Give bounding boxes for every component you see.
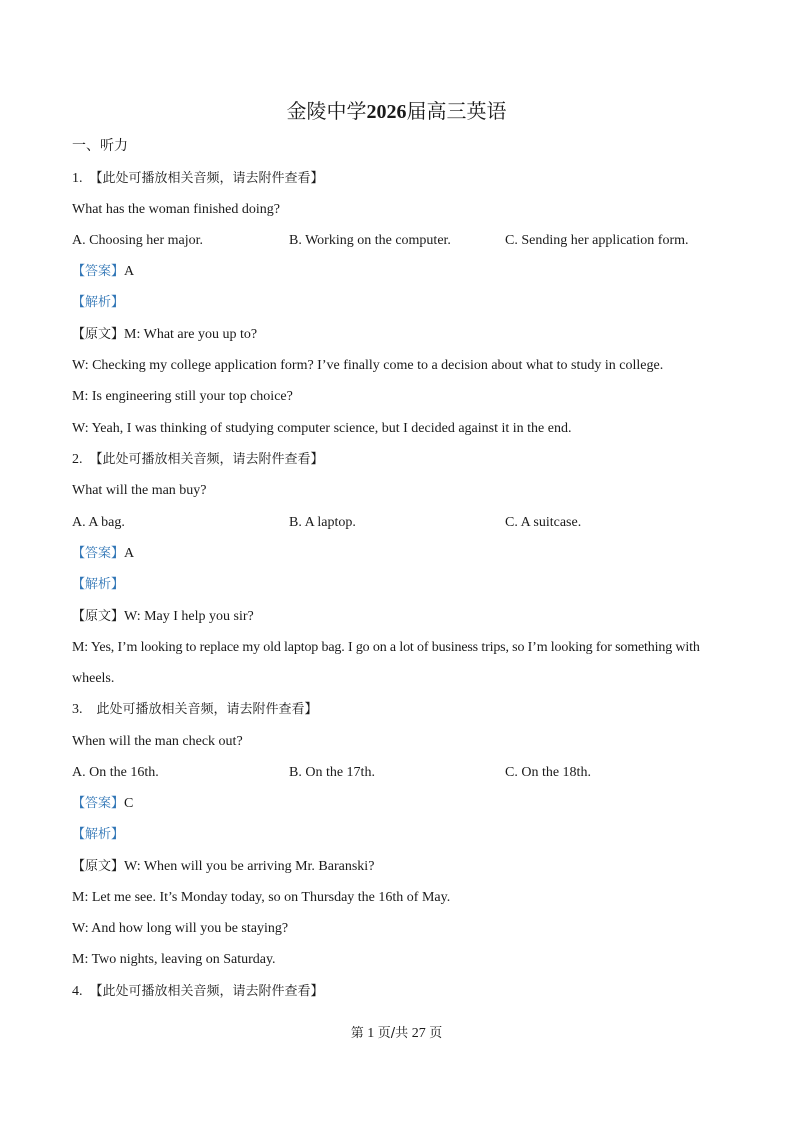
question-number: 4. — [72, 984, 83, 999]
audio-note[interactable]: 此处可播放相关音频，请去附件查看】 — [96, 702, 318, 717]
transcript-text: W: When will you be arriving Mr. Baranski? — [124, 859, 375, 874]
question-number: 2. — [72, 452, 83, 467]
q1-option-c: C. Sending her application form. — [505, 233, 689, 248]
question-3-header — [72, 700, 318, 720]
answer-value: A — [124, 264, 135, 279]
footer-mid: 页/共 — [377, 1026, 409, 1041]
audio-note[interactable]: 【此处可播放相关音频，请去附件查看】 — [89, 171, 324, 186]
question-number: 3. — [72, 702, 83, 717]
q3-transcript-line: M: Let me see. It’s Monday today, so on Thursday the 16th of May. — [72, 890, 451, 905]
question-1-header — [72, 169, 324, 189]
q1-transcript-line — [72, 325, 257, 345]
audio-note[interactable]: 【此处可播放相关音频，请去附件查看】 — [89, 984, 324, 999]
section-heading: 一、听力 — [72, 138, 128, 154]
q2-option-b: B. A laptop. — [289, 515, 356, 530]
q2-transcript-line: M: Yes, I’m looking to replace my old laptop bag. I go on a lot of business trips, so I’m looking for something with — [72, 640, 700, 655]
q2-transcript-line: wheels. — [72, 671, 115, 686]
q1-transcript-line: W: Checking my college application form? I’ve finally come to a decision about what to study in college. — [72, 358, 664, 373]
q3-transcript-line: M: Two nights, leaving on Saturday. — [72, 952, 276, 967]
page-footer — [0, 1024, 793, 1044]
answer-label: 【答案】 — [72, 546, 125, 561]
transcript-label: 【原文】 — [72, 859, 125, 874]
q3-transcript-line: W: And how long will you be staying? — [72, 921, 289, 936]
q2-transcript-line — [72, 607, 254, 627]
transcript-text: W: May I help you sir? — [124, 609, 254, 624]
q1-transcript-line: W: Yeah, I was thinking of studying computer science, but I decided against it in the end. — [72, 421, 572, 436]
page-title — [0, 97, 793, 126]
question-1-text: What has the woman finished doing? — [72, 202, 281, 217]
title-year: 2026 — [366, 101, 407, 123]
footer-prefix: 第 — [350, 1026, 364, 1041]
q3-answer — [72, 794, 133, 814]
q1-analysis-label: 【解析】 — [72, 295, 125, 310]
audio-note[interactable]: 【此处可播放相关音频，请去附件查看】 — [89, 452, 324, 467]
q1-transcript-line: M: Is engineering still your top choice? — [72, 389, 293, 404]
question-2-header — [72, 450, 324, 470]
answer-label: 【答案】 — [72, 264, 125, 279]
question-number: 1. — [72, 171, 83, 186]
q3-option-a: A. On the 16th. — [72, 765, 159, 780]
q3-analysis-label: 【解析】 — [72, 827, 125, 842]
q1-option-a: A. Choosing her major. — [72, 233, 204, 248]
q3-option-b: B. On the 17th. — [289, 765, 375, 780]
q1-answer — [72, 262, 134, 282]
q3-option-c: C. On the 18th. — [505, 765, 591, 780]
footer-page-number: 1 — [367, 1026, 375, 1041]
q2-analysis-label: 【解析】 — [72, 577, 125, 592]
transcript-text: M: What are you up to? — [124, 327, 258, 342]
q1-option-b: B. Working on the computer. — [289, 233, 451, 248]
answer-value: C — [124, 796, 134, 811]
q2-option-c: C. A suitcase. — [505, 515, 582, 530]
footer-suffix: 页 — [429, 1026, 443, 1041]
title-school: 金陵中学 — [286, 99, 367, 123]
q3-transcript-line — [72, 857, 374, 877]
answer-label: 【答案】 — [72, 796, 125, 811]
transcript-label: 【原文】 — [72, 327, 125, 342]
transcript-label: 【原文】 — [72, 609, 125, 624]
question-3-text: When will the man check out? — [72, 734, 243, 749]
title-rest: 届高三英语 — [406, 99, 507, 123]
q2-answer — [72, 544, 134, 564]
footer-total-pages: 27 — [411, 1026, 426, 1041]
answer-value: A — [124, 546, 135, 561]
q2-option-a: A. A bag. — [72, 515, 125, 530]
question-2-text: What will the man buy? — [72, 483, 207, 498]
question-4-header — [72, 982, 324, 1002]
